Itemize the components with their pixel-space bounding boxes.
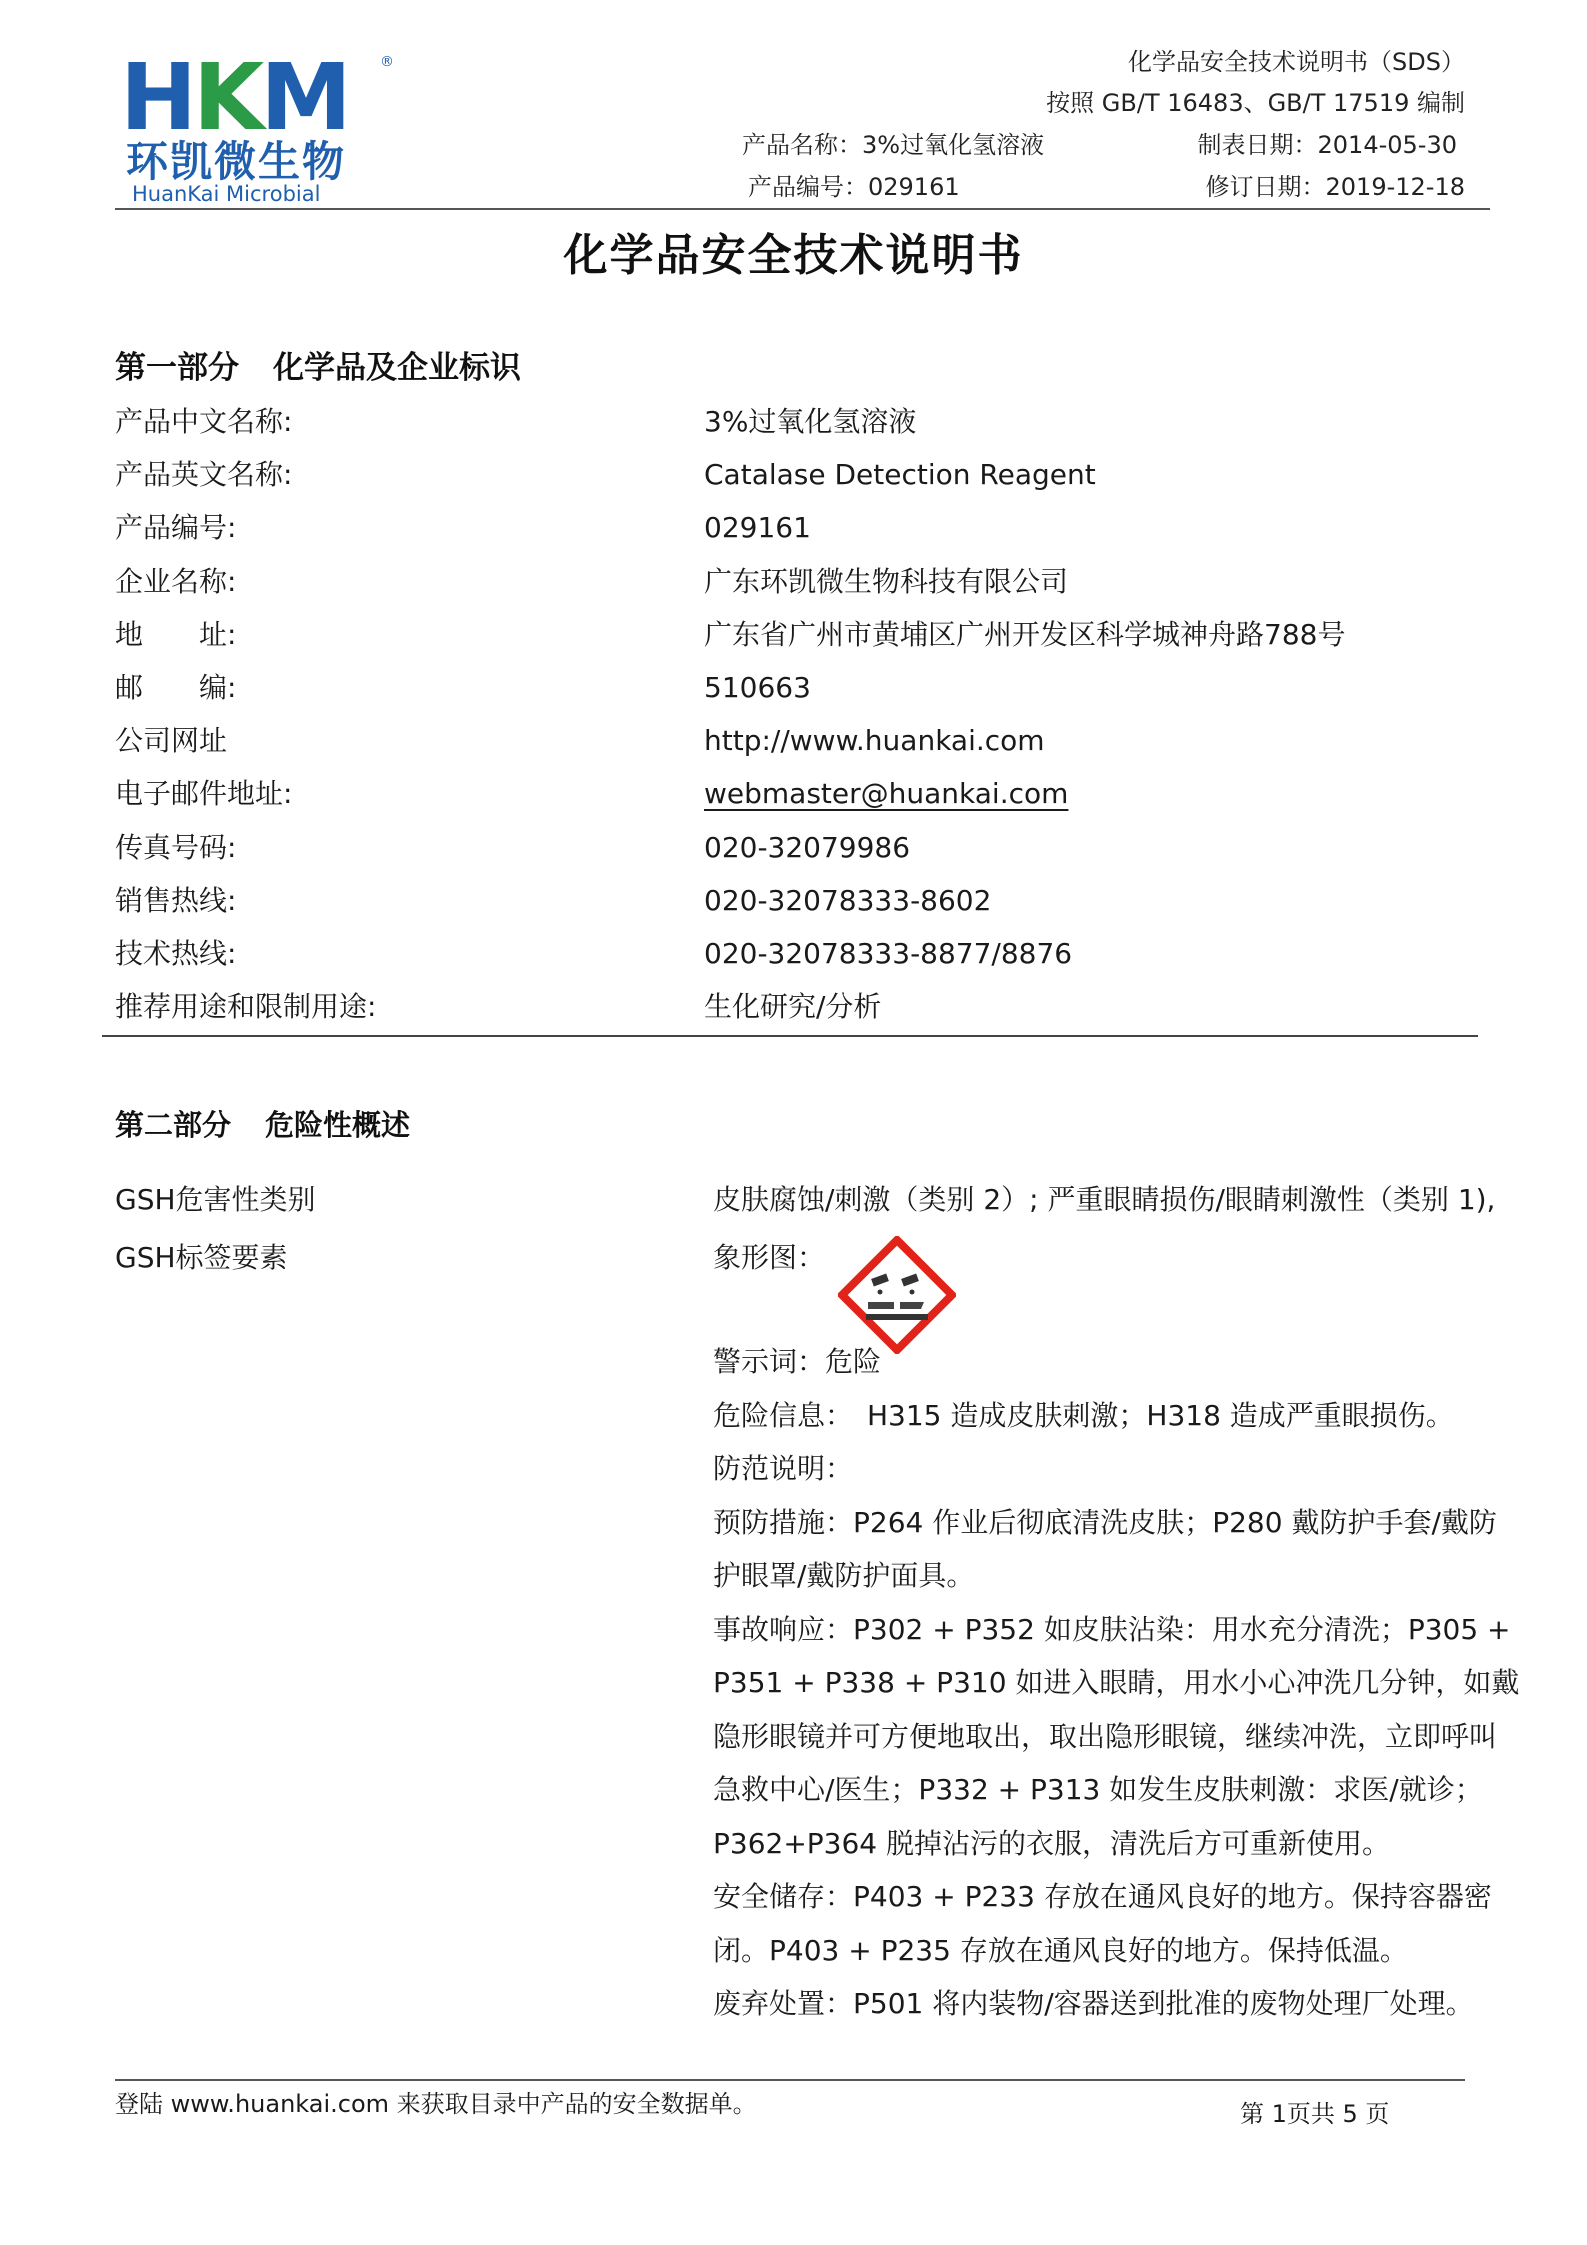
hazard-line: 急救中心/医生；P332 + P313 如发生皮肤刺激：求医/就诊； — [713, 1773, 1483, 1806]
hazard-line: 护眼罩/戴防护面具。 — [713, 1559, 975, 1592]
header-revised-date — [1206, 172, 1465, 202]
hazard-line: 事故响应：P302 + P352 如皮肤沾染：用水充分清洗；P305 + — [713, 1612, 1511, 1646]
registered-mark: ® — [380, 54, 394, 70]
info-label: 销售热线: — [115, 883, 237, 917]
header-doc-type: 化学品安全技术说明书（SDS） — [1128, 48, 1465, 76]
info-value: 广东省广州市黄埔区广州开发区科学城神舟路788号 — [704, 617, 1346, 651]
header-product-name-label: 产品名称： — [742, 131, 862, 159]
footer-divider — [115, 2079, 1465, 2081]
info-label: 产品中文名称: — [115, 405, 293, 438]
info-row — [115, 508, 1475, 561]
header-revised-date-value: 2019-12-18 — [1325, 173, 1465, 201]
info-value: 020-32078333-8877/8876 — [704, 937, 1073, 970]
hazard-line: 防范说明： — [713, 1452, 854, 1485]
section1-heading — [115, 348, 521, 388]
header-made-date-value: 2014-05-30 — [1317, 131, 1457, 159]
section1-number: 第一部分 — [115, 350, 239, 386]
header-product-code-label: 产品编号： — [748, 173, 868, 201]
info-row — [115, 562, 1475, 615]
logo-name-en: HuanKai Microbial — [132, 182, 321, 206]
info-label: 推荐用途和限制用途: — [115, 990, 377, 1024]
hazard-line: 危险信息： H315 造成皮肤刺激；H318 造成严重眼损伤。 — [713, 1398, 1454, 1432]
hazard-line: P362+P364 脱掉沾污的衣服，清洗后方可重新使用。 — [713, 1826, 1391, 1860]
header-product-name-value: 3%过氧化氢溶液 — [862, 131, 1045, 159]
company-logo — [120, 44, 400, 206]
info-label: 公司网址 — [115, 724, 228, 758]
document-title: 化学品安全技术说明书 — [563, 230, 1024, 281]
info-row — [115, 828, 1475, 881]
info-row — [115, 881, 1475, 934]
footer-note: 登陆 www.huankai.com 来获取目录中产品的安全数据单。 — [115, 2090, 757, 2118]
info-row — [115, 721, 1475, 774]
page-number: 第 1页共 5 页 — [1240, 2100, 1390, 2128]
info-row — [115, 402, 1475, 455]
info-row — [115, 615, 1475, 668]
info-row — [115, 668, 1475, 721]
header-standard: 按照 GB/T 16483、GB/T 17519 编制 — [1046, 89, 1465, 117]
section2-title: 危险性概述 — [265, 1108, 411, 1142]
hazard-line: 闭。P403 + P235 存放在通风良好的地方。保持低温。 — [713, 1933, 1408, 1967]
ghs-class-value: 皮肤腐蚀/刺激（类别 2）; 严重眼睛损伤/眼睛刺激性（类别 1), — [713, 1183, 1496, 1216]
section2-number: 第二部分 — [115, 1108, 232, 1142]
info-label: 传真号码: — [115, 830, 237, 864]
info-value: 生化研究/分析 — [704, 990, 882, 1024]
hazard-line: P351 + P338 + P310 如进入眼睛，用水小心冲洗几分钟，如戴 — [713, 1666, 1520, 1699]
hazard-line: 预防措施：P264 作业后彻底清洗皮肤；P280 戴防护手套/戴防 — [713, 1505, 1497, 1539]
header-product-code — [748, 172, 960, 202]
header-divider — [115, 208, 1490, 210]
section1-title: 化学品及企业标识 — [273, 350, 521, 386]
info-value: 020-32079986 — [704, 830, 911, 864]
info-label: 企业名称: — [115, 564, 237, 598]
hazard-line: 警示词：危险 — [713, 1345, 882, 1378]
logo-name-cn: 环凯微生物 — [126, 137, 347, 186]
info-value: 3%过氧化氢溶液 — [704, 405, 917, 438]
hazard-line: 安全储存：P403 + P233 存放在通风良好的地方。保持容器密 — [713, 1880, 1492, 1913]
info-value: Catalase Detection Reagent — [704, 458, 1096, 492]
info-value: 510663 — [704, 671, 811, 704]
hazard-line: 隐形眼镜并可方便地取出，取出隐形眼镜，继续冲洗，立即呼叫 — [713, 1719, 1498, 1753]
section2-heading — [115, 1105, 410, 1145]
info-row — [115, 987, 1475, 1040]
info-label: 电子邮件地址: — [115, 777, 293, 811]
ghs-label-elements: GSH标签要素 — [115, 1241, 288, 1274]
info-value[interactable]: http://www.huankai.com — [704, 724, 1045, 758]
info-value: 029161 — [704, 511, 811, 545]
info-label: 产品编号: — [115, 511, 237, 545]
info-value: 广东环凯微生物科技有限公司 — [704, 564, 1069, 598]
header-product-code-value: 029161 — [868, 173, 960, 201]
hazard-line: 废弃处置：P501 将内装物/容器送到批准的废物处理厂处理。 — [713, 1987, 1474, 2020]
ghs-class-label: GSH危害性类别 — [115, 1183, 316, 1216]
info-value[interactable]: webmaster@huankai.com — [704, 777, 1069, 811]
header-revised-date-label: 修订日期： — [1205, 173, 1326, 201]
header-product-name — [742, 130, 1044, 160]
ghs05-corrosion-icon — [838, 1236, 956, 1354]
info-row — [115, 774, 1475, 827]
info-label: 产品英文名称: — [115, 458, 293, 492]
info-label: 技术热线: — [115, 937, 237, 970]
section1-divider — [102, 1035, 1478, 1037]
pictogram-label: 象形图： — [713, 1241, 826, 1274]
header-made-date-label: 制表日期： — [1197, 131, 1318, 159]
info-row — [115, 934, 1475, 987]
header-made-date — [1198, 130, 1457, 160]
info-label: 邮 编: — [115, 671, 237, 704]
info-row — [115, 455, 1475, 508]
info-value: 020-32078333-8602 — [704, 883, 992, 917]
logo-letters: HKM — [120, 44, 348, 151]
info-label: 地 址: — [115, 617, 237, 651]
